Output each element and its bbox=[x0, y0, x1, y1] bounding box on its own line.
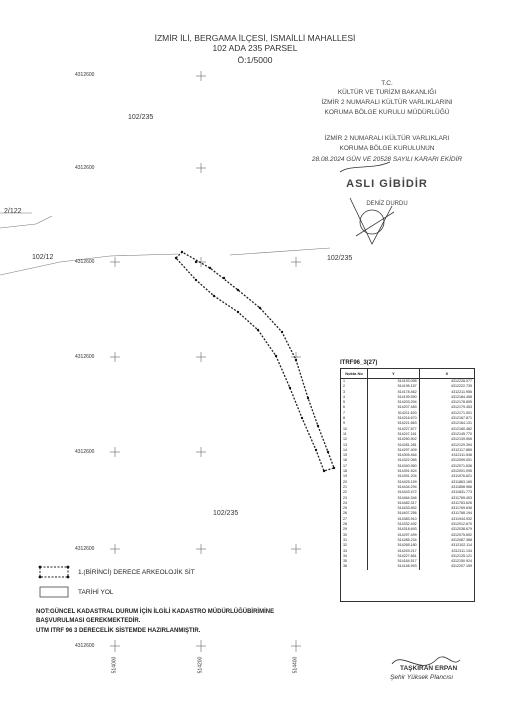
table-cell: 4312012.670 bbox=[451, 522, 472, 527]
table-cell: 4311976.621 bbox=[451, 474, 472, 479]
table-cell: 4312160.462 bbox=[451, 426, 472, 431]
parcel-label: 102/235 bbox=[128, 114, 154, 121]
table-cell: 26 bbox=[341, 511, 368, 516]
grid-x-label: 514000 bbox=[111, 656, 118, 674]
table-cell: 4312071.636 bbox=[451, 463, 472, 468]
table-cell: 32 bbox=[341, 543, 368, 548]
table-cell: 4312167.871 bbox=[451, 416, 472, 421]
table-cell: 24 bbox=[341, 501, 368, 506]
table-cell: 27 bbox=[341, 517, 368, 522]
table-cell: 3 bbox=[341, 390, 368, 395]
table-cell: 4312211.956 bbox=[451, 389, 472, 394]
table-cell: 514383.910 bbox=[368, 517, 420, 522]
table-cell: 514211.620 bbox=[368, 411, 420, 416]
table-cell: 18 bbox=[341, 469, 368, 474]
table-cell: 514332.492 bbox=[368, 522, 420, 527]
table-cell: 514265.180 bbox=[368, 543, 420, 548]
table-cell: 4311831.773 bbox=[451, 490, 472, 495]
stamp-directorate-line1: İZMİR 2 NUMARALI KÜLTÜR VARLIKLARINI bbox=[321, 99, 453, 106]
table-cell: 31 bbox=[341, 538, 368, 543]
grid-cross bbox=[196, 71, 206, 81]
note-line2: BAŞVURULMASI GEREKMEKTEDİR. bbox=[36, 618, 141, 624]
parcel-label: 2/122 bbox=[4, 208, 22, 215]
table-header: X bbox=[419, 369, 474, 379]
table-cell: 4311763.626 bbox=[451, 500, 472, 505]
table-cell: 514164.517 bbox=[368, 559, 420, 564]
legend-road-symbol bbox=[40, 587, 68, 597]
grid-y-label: 4312600 bbox=[75, 259, 95, 265]
table-cell: 514247.161 bbox=[368, 432, 420, 437]
table-cell: 36 bbox=[341, 564, 368, 569]
table-cell: 4312145.770 bbox=[451, 431, 472, 436]
table-cell: 514285.234 bbox=[368, 538, 420, 543]
grid-y-label: 4312600 bbox=[75, 643, 95, 649]
note-line1: NOT:GÜNCEL KADASTRAL DURUM İÇİN İLGİLİ KADASTRO MÜDÜRLÜĞÜBİRİMİNE bbox=[36, 609, 275, 615]
table-cell: 514250.502 bbox=[368, 437, 420, 442]
table-cell: 25 bbox=[341, 506, 368, 511]
legend-site-label: 1.(BİRİNCİ) DERECE ARKEOLOJİK SİT bbox=[78, 569, 195, 576]
table-cell: 14 bbox=[341, 448, 368, 453]
table-cell: 9 bbox=[341, 421, 368, 426]
table-cell: 4311863.165 bbox=[451, 479, 472, 484]
table-cell: 6 bbox=[341, 405, 368, 410]
table-cell: 514203.294 bbox=[368, 400, 420, 405]
table-cell: 514227.877 bbox=[368, 427, 420, 432]
table-cell: 4311944.932 bbox=[451, 516, 472, 521]
legend-site-symbol bbox=[39, 566, 70, 579]
table-cell: 13 bbox=[341, 443, 368, 448]
table-cell: 514464.346 bbox=[368, 496, 420, 501]
map-scale: Ö:1/5000 bbox=[237, 55, 273, 65]
table-cell: 4312179.453 bbox=[451, 405, 472, 410]
table-cell: 514221.663 bbox=[368, 421, 420, 426]
table-cell: 4312102.114 bbox=[451, 543, 472, 548]
table-cell: 4312228.077 bbox=[451, 379, 472, 383]
grid-y-label: 4312600 bbox=[75, 449, 95, 455]
parcel-label: 102/12 bbox=[32, 254, 54, 261]
table-cell: 10 bbox=[341, 427, 368, 432]
grid-cross bbox=[110, 257, 120, 267]
table-cell: 514146.993 bbox=[368, 564, 420, 569]
table-cell: 514207.483 bbox=[368, 405, 420, 410]
table-cell: 4312099.051 bbox=[451, 458, 472, 463]
table-cell: 16 bbox=[341, 458, 368, 463]
coordinate-table bbox=[340, 368, 475, 602]
grid-y-label: 4312600 bbox=[75, 546, 95, 552]
table-cell: 514227.661 bbox=[368, 554, 420, 559]
map-title-parcel: 102 ADA 235 PARSEL bbox=[212, 43, 298, 53]
table-cell: 4312117.865 bbox=[451, 447, 472, 452]
note-line3: UTM ITRF 96 3 DERECELİK SİSTEMDE HAZIRLANMIŞTIR. bbox=[36, 628, 201, 634]
parcel-label: 102/235 bbox=[213, 510, 239, 517]
table-cell: 514391.204 bbox=[368, 474, 420, 479]
parcel-label: 102/235 bbox=[327, 255, 353, 262]
grid-cross bbox=[291, 544, 301, 554]
table-cell: 514482.317 bbox=[368, 501, 420, 506]
coordinate-table-title: ITRF96_3(27) bbox=[340, 360, 378, 366]
table-cell: 514195.157 bbox=[368, 384, 420, 389]
table-cell: 29 bbox=[341, 527, 368, 532]
bottom-axis-ticks bbox=[110, 640, 301, 652]
table-cell: 514443.472 bbox=[368, 490, 420, 495]
table-cell: 2 bbox=[341, 384, 368, 389]
grid-cross bbox=[196, 447, 206, 457]
table-cell: 4312171.001 bbox=[451, 410, 472, 415]
table-cell: 4311769.403 bbox=[451, 495, 472, 500]
grid-y-label: 4312600 bbox=[75, 354, 95, 360]
table-cell: 8 bbox=[341, 416, 368, 421]
grid-cross bbox=[110, 447, 120, 457]
stamp-board-line2: KORUMA BÖLGE KURULUNUN bbox=[339, 145, 435, 152]
grid-y-label: 4312600 bbox=[75, 72, 95, 78]
table-cell: 514434.294 bbox=[368, 485, 420, 490]
table-cell: 4312075.692 bbox=[451, 532, 472, 537]
table-cell: 514297.499 bbox=[368, 533, 420, 538]
table-cell: 30 bbox=[341, 533, 368, 538]
grid-y-label: 4312600 bbox=[75, 165, 95, 171]
stamp-board-line1: İZMİR 2 NUMARALI KÜLTÜR VARLIKLARI bbox=[324, 135, 450, 142]
table-cell: 20 bbox=[341, 480, 368, 485]
table-cell: 35 bbox=[341, 559, 368, 564]
table-cell: 514193.095 bbox=[368, 379, 420, 385]
table-cell: 514199.590 bbox=[368, 395, 420, 400]
table-cell: 34 bbox=[341, 554, 368, 559]
table-body bbox=[341, 379, 474, 570]
table-header: Nokta No bbox=[341, 369, 368, 379]
table-cell: 21 bbox=[341, 485, 368, 490]
table-cell: 514297.409 bbox=[368, 448, 420, 453]
archaeological-site-polygon bbox=[175, 251, 335, 472]
table-cell: 4312129.394 bbox=[451, 442, 472, 447]
legend-road-label: TARİHİ YOL bbox=[78, 589, 114, 596]
table-cell: 4312178.895 bbox=[451, 400, 472, 405]
table-cell: 4312038.679 bbox=[451, 527, 472, 532]
table-cell: 514216.670 bbox=[368, 416, 420, 421]
table-cell: 4312184.458 bbox=[451, 394, 472, 399]
table-cell: 4312207.159 bbox=[451, 564, 472, 569]
table-cell: 4312087.368 bbox=[451, 537, 472, 542]
table-cell: 514425.159 bbox=[368, 480, 420, 485]
table-cell: 514305.464 bbox=[368, 453, 420, 458]
table-cell: 4312111.134 bbox=[451, 548, 472, 553]
grid-cross bbox=[196, 257, 206, 267]
table-cell: 33 bbox=[341, 549, 368, 554]
stamp-signer: DENİZ DURDU bbox=[366, 201, 408, 207]
table-header: Y bbox=[368, 369, 420, 379]
table-cell: 23 bbox=[341, 496, 368, 501]
stamp-decision: 28.08.2024 GÜN VE 20528 SAYILI KARARI EKİDİR bbox=[311, 156, 463, 163]
grid-cross bbox=[291, 257, 301, 267]
table-cell: 4311769.636 bbox=[451, 506, 472, 511]
table-cell: 17 bbox=[341, 464, 368, 469]
table-cell: 514281.281 bbox=[368, 443, 420, 448]
stamp-directorate-line2: KORUMA BÖLGE KURULU MÜDÜRLÜĞÜ bbox=[324, 109, 450, 116]
table-cell: 4312222.735 bbox=[451, 384, 472, 389]
grid-cross bbox=[110, 352, 120, 362]
stamp-tc: T.C. bbox=[381, 80, 393, 87]
table-cell: 4311858.966 bbox=[451, 484, 472, 489]
table-cell: 514407.256 bbox=[368, 511, 420, 516]
table-cell: 4 bbox=[341, 395, 368, 400]
table-cell: 15 bbox=[341, 453, 368, 458]
table-cell: 4312001.095 bbox=[451, 469, 472, 474]
table-cell: 514322.065 bbox=[368, 458, 420, 463]
signature-name: TAŞKIRAN ERPAN bbox=[400, 665, 458, 672]
table-cell: 514178.462 bbox=[368, 390, 420, 395]
table-cell: 1 bbox=[341, 379, 368, 385]
parcel-boundaries bbox=[0, 213, 330, 275]
table-cell: 19 bbox=[341, 474, 368, 479]
table-cell: 12 bbox=[341, 437, 368, 442]
table-cell: 514340.950 bbox=[368, 464, 420, 469]
table-cell: 4311768.194 bbox=[451, 511, 472, 516]
grid-cross bbox=[196, 352, 206, 362]
table-cell: 4312125.121 bbox=[451, 553, 472, 558]
table-cell: 514318.693 bbox=[368, 527, 420, 532]
table-cell: 4312139.506 bbox=[451, 437, 472, 442]
table-cell: 5 bbox=[341, 400, 368, 405]
table-cell: 22 bbox=[341, 490, 368, 495]
signature-role: Şehir Yüksek Plancısı bbox=[390, 674, 454, 681]
table-cell: 4312111.546 bbox=[451, 453, 472, 458]
grid-cross bbox=[110, 544, 120, 554]
table-row bbox=[341, 564, 474, 569]
table-cell: 514391.524 bbox=[368, 469, 420, 474]
stamp-ministry: KÜLTÜR VE TURİZM BAKANLIĞI bbox=[337, 89, 437, 96]
map-title-location: İZMİR İLİ, BERGAMA İLÇESİ, İSMAİLLİ MAHALLESİ bbox=[154, 33, 356, 43]
stamp-asli-gibidir: ASLI GİBİDİR bbox=[346, 178, 428, 190]
table-cell: 7 bbox=[341, 411, 368, 416]
table-cell: 4312164.131 bbox=[451, 421, 472, 426]
grid-cross bbox=[196, 544, 206, 554]
table-cell: 28 bbox=[341, 522, 368, 527]
table-cell: 11 bbox=[341, 432, 368, 437]
grid-x-label: 514200 bbox=[197, 656, 204, 674]
grid-cross bbox=[196, 163, 206, 173]
table-cell: 514249.217 bbox=[368, 549, 420, 554]
table-cell: 514433.892 bbox=[368, 506, 420, 511]
grid-x-label: 514400 bbox=[292, 656, 299, 674]
table-cell: 4312150.924 bbox=[451, 559, 472, 564]
